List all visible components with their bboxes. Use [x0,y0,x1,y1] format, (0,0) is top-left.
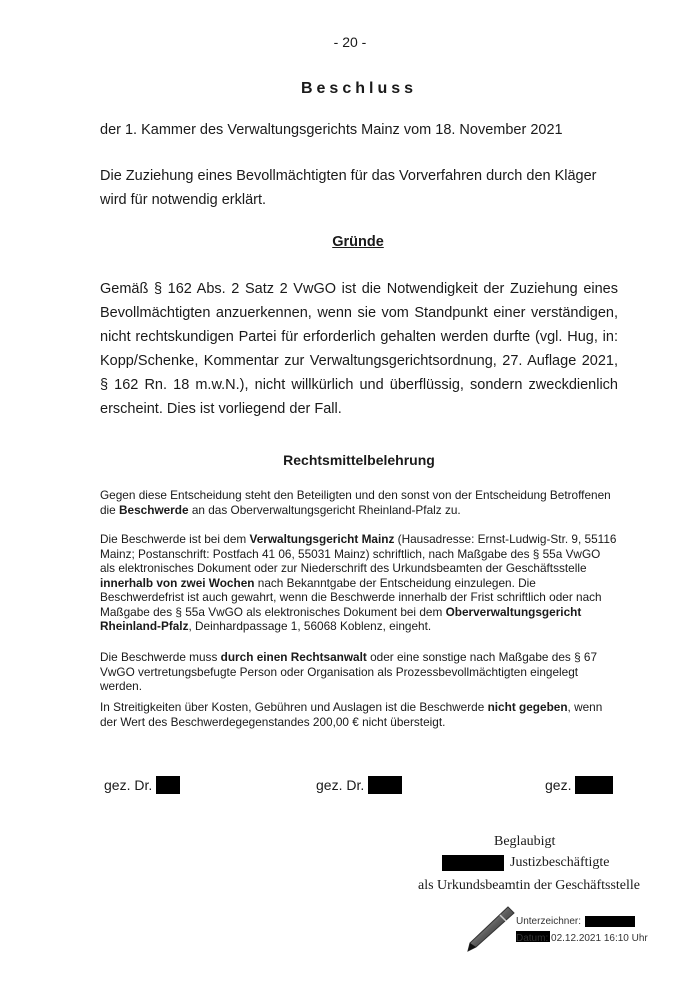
signature-3 [545,776,613,794]
tenor-text: Die Zuziehung eines Bevollmächtigten für das Vorverfahren durch den Kläger wird für notwendig erklärt. [100,168,597,208]
grounds-heading: Gründe [332,234,384,250]
rmb-p4-bold: nicht gegeben [487,700,568,714]
grounds-text: Gemäß § 162 Abs. 2 Satz 2 VwGO ist die Notwendigkeit der Zuziehung eines Bevollmächtigten anzuerkennen, wenn sie vom Standpunkt einer verständigen, nicht rechtskundigen Partei für erforderlich gehalten werden durfte (vgl. Hug, in: Kopp/Schenke, Kommentar zur Verwaltungsgerichtsordnung, 27. Auflage 2021, § 162 Rn. 18 m.w.N.), nicht willkürlich und überflüssig, sondern zweckdienlich erscheint. Dies ist vorliegend der Fall. [100,281,618,417]
stamp-date: Datum: 02.12.2021 16:10 Uhr [516,933,648,944]
signature-1 [104,776,180,794]
rmb-p1-text: Gegen diese Entscheidung steht den Beteiligten und den sonst von der Entscheidung Betroffenen die [100,488,611,517]
rmb-paragraph-3 [100,650,618,694]
certification-role: Justizbeschäftigte [510,855,610,870]
rmb-paragraph-4 [100,700,618,729]
redaction-box [368,776,402,794]
redaction-box [156,776,180,794]
rmb-p2-text-c: (Hausadresse: Ernst-Ludwig-Str. 9, 55116 Mainz; Postanschrift: Postfach 41 06, 55031 Mainz) schriftlich, nach Maßgabe des § 55a VwGO als elektronisches Dokument oder zur Niederschrift des Urkundsbeamten der Geschäftsstelle [100,532,617,575]
rmb-p1-text-end: an das Oberverwaltungsgericht Rheinland-Pfalz zu. [188,502,461,517]
rmb-p3-text-c: oder eine sonstige nach Maßgabe des § 67 VwGO vertretungsbefugte Person oder Organisation als Prozessbevollmächtigten eingelegt werden. [100,650,598,693]
certification-line-3: als Urkundsbeamtin der Geschäftsstelle [418,878,640,893]
rmb-paragraph-2 [100,532,618,634]
stamp-signer [516,916,635,927]
rmb-p4-text-a: In Streitigkeiten über Kosten, Gebühren und Auslagen ist die Beschwerde [100,700,488,714]
rmb-paragraph-1 [100,488,618,517]
court-intro: der 1. Kammer des Verwaltungsgerichts Mainz vom 18. November 2021 [100,122,563,138]
redaction-box [442,855,504,871]
signature-2 [316,776,402,794]
signature-1-label: gez. Dr. [104,777,153,793]
rmb-p3-bold: durch einen Rechtsanwalt [220,650,367,664]
redaction-box [575,776,613,794]
pen-icon [460,905,516,953]
signature-2-label: gez. Dr. [316,777,365,793]
rmb-p4-text-c: , wenn der Wert des Beschwerdegegenstandes 200,00 € nicht übersteigt. [100,700,603,729]
signature-3-label: gez. [545,777,572,793]
certification-line-1: Beglaubigt [494,834,556,849]
rmb-p2-bold-deadline: innerhalb von zwei Wochen [100,575,255,590]
redaction-box [585,916,635,927]
rmb-p2-text-a: Die Beschwerde ist bei dem [100,532,250,546]
rmb-p1-bold: Beschwerde [119,502,189,517]
rmb-p2-bold-ovg: Oberverwaltungsgericht Rheinland-Pfalz [100,604,582,633]
rmb-p2-text-e: nach Bekanntgabe der Entscheidung einzulegen. Die Beschwerdefrist ist auch gewahrt, wenn die Beschwerde innerhalb der Frist schriftlich oder nach Maßgabe des § 55a VwGO als elektronisches Dokument bei dem [100,575,602,619]
rmb-p2-text-g: , Deinhardpassage 1, 56068 Koblenz, eingeht. [188,619,432,633]
document-title: Beschluss [300,80,418,97]
rmb-heading: Rechtsmittelbelehrung [283,452,435,468]
certification-line-2 [442,855,610,871]
page-number: - 20 - [333,34,367,50]
stamp-signer-label: Unterzeichner: [516,916,582,927]
rmb-p2-bold-court: Verwaltungsgericht Mainz [249,532,395,546]
rmb-p3-text-a: Die Beschwerde muss [100,650,221,664]
